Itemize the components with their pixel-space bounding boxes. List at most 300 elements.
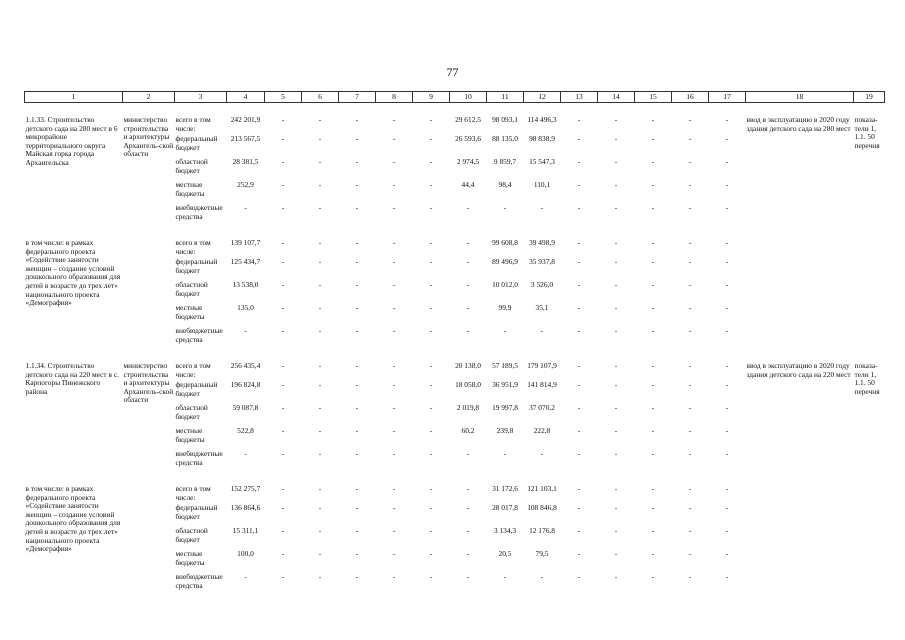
year-value-col-14: -	[614, 303, 618, 312]
year-value-col-16: -	[688, 549, 692, 558]
year-value-col-13: -	[577, 403, 581, 412]
year-value-col-9: -	[429, 303, 433, 312]
column-number-17: 17	[709, 92, 746, 103]
year-value-col-6: -	[318, 134, 322, 143]
funding-source: внебюджетные средства	[175, 326, 223, 344]
year-value-col-15: -	[651, 180, 655, 189]
year-value-col-16: -	[688, 361, 692, 370]
year-value-col-9: -	[429, 361, 433, 370]
year-value-col-14: -	[614, 238, 618, 247]
year-value-col-15: -	[651, 303, 655, 312]
year-value-col-6: -	[318, 426, 322, 435]
year-value-col-17: -	[725, 484, 729, 493]
year-value-col-10: -	[466, 503, 470, 512]
funding-source: областной бюджет	[175, 157, 208, 175]
year-value-col-5: -	[281, 326, 285, 335]
year-value-col-15: -	[651, 503, 655, 512]
year-value-col-11: 31 172,6	[492, 484, 518, 493]
year-value-col-14: -	[614, 449, 618, 458]
year-value-col-13: -	[577, 134, 581, 143]
funding-source: всего в том числе:	[175, 484, 211, 502]
total-amount: -	[244, 203, 247, 212]
year-value-col-8: -	[392, 380, 396, 389]
year-value-col-17: -	[725, 380, 729, 389]
expected-result	[746, 485, 854, 595]
column-number-7: 7	[339, 92, 376, 103]
year-value-col-10: 44,4	[461, 180, 475, 189]
year-value-col-9: -	[429, 526, 433, 535]
year-value-col-13: -	[577, 303, 581, 312]
activity-description: в том числе: в рамках федерального проекта «Содействие занятости женщин – создание условий дошкольного образования для детей в возрасте до трех лет» национального проекта «Демография»	[25, 484, 121, 554]
column-number-18: 18	[746, 92, 854, 103]
year-value-col-8: -	[392, 526, 396, 535]
year-value-col-6: -	[318, 238, 322, 247]
year-value-col-9: -	[429, 180, 433, 189]
year-value-col-17: -	[725, 157, 729, 166]
column-number-header	[25, 92, 885, 103]
total-amount: 256 435,4	[230, 361, 261, 370]
column-number-16: 16	[672, 92, 709, 103]
year-value-col-5: -	[281, 134, 285, 143]
year-value-col-5: -	[281, 115, 285, 124]
expected-result	[746, 239, 854, 349]
funding-source: областной бюджет	[175, 403, 208, 421]
year-value-col-7: -	[355, 549, 359, 558]
year-value-col-16: -	[688, 326, 692, 335]
year-value-col-12: 79,5	[535, 549, 549, 558]
funding-source: внебюджетные средства	[175, 449, 223, 467]
year-value-col-11: 88 135,0	[492, 134, 518, 143]
year-value-col-6: -	[318, 572, 322, 581]
year-value-col-7: -	[355, 484, 359, 493]
year-value-col-16: -	[688, 280, 692, 289]
year-value-col-5: -	[281, 303, 285, 312]
funding-source: областной бюджет	[175, 280, 208, 298]
funding-source: федеральный бюджет	[175, 134, 218, 152]
total-amount: 59 087,8	[232, 403, 259, 412]
activity-description: 1.1.33. Строительство детского сада на 280 мест в 6 микрорайоне территориального округа Майская горка города Архангельска	[25, 115, 118, 167]
year-value-col-10: 20 138,0	[455, 361, 481, 370]
year-value-col-13: -	[577, 257, 581, 266]
year-value-col-5: -	[281, 380, 285, 389]
total-amount: 139 107,7	[230, 238, 261, 247]
funding-source: федеральный бюджет	[175, 257, 218, 275]
year-value-col-12: 98 838,9	[529, 134, 555, 143]
year-value-col-11: 98,4	[498, 180, 512, 189]
year-value-col-14: -	[614, 257, 618, 266]
year-value-col-15: -	[651, 549, 655, 558]
year-value-col-7: -	[355, 303, 359, 312]
year-value-col-11: 3 134,3	[493, 526, 517, 535]
block-spacer	[25, 472, 885, 485]
year-value-col-17: -	[725, 115, 729, 124]
responsible-executor	[123, 239, 175, 349]
year-value-col-8: -	[392, 403, 396, 412]
year-value-col-5: -	[281, 484, 285, 493]
year-value-col-10: 26 593,6	[455, 134, 481, 143]
year-value-col-8: -	[392, 503, 396, 512]
year-value-col-10: -	[466, 303, 470, 312]
year-value-col-11: 99,9	[498, 303, 512, 312]
year-value-col-9: -	[429, 380, 433, 389]
total-amount: -	[244, 572, 247, 581]
page-number: 77	[446, 65, 459, 79]
table-row	[25, 239, 885, 258]
year-value-col-9: -	[429, 203, 433, 212]
year-value-col-9: -	[429, 257, 433, 266]
year-value-col-9: -	[429, 503, 433, 512]
year-value-col-11: 89 496,9	[492, 257, 518, 266]
year-value-col-7: -	[355, 526, 359, 535]
year-value-col-10: 60,2	[461, 426, 475, 435]
total-amount: 152 275,7	[230, 484, 261, 493]
year-value-col-8: -	[392, 303, 396, 312]
year-value-col-8: -	[392, 549, 396, 558]
year-value-col-17: -	[725, 549, 729, 558]
year-value-col-6: -	[318, 303, 322, 312]
year-value-col-8: -	[392, 203, 396, 212]
year-value-col-7: -	[355, 238, 359, 247]
responsible-executor	[123, 485, 175, 595]
year-value-col-13: -	[577, 503, 581, 512]
year-value-col-8: -	[392, 449, 396, 458]
year-value-col-8: -	[392, 180, 396, 189]
table-row	[25, 362, 885, 381]
column-number-8: 8	[376, 92, 413, 103]
year-value-col-13: -	[577, 203, 581, 212]
year-value-col-17: -	[725, 403, 729, 412]
year-value-col-16: -	[688, 134, 692, 143]
year-value-col-6: -	[318, 326, 322, 335]
total-amount: -	[244, 326, 247, 335]
year-value-col-11: 20,5	[498, 549, 512, 558]
year-value-col-5: -	[281, 238, 285, 247]
year-value-col-9: -	[429, 572, 433, 581]
year-value-col-11: 99 608,8	[492, 238, 518, 247]
year-value-col-12: 3 526,0	[530, 280, 554, 289]
year-value-col-8: -	[392, 484, 396, 493]
year-value-col-15: -	[651, 526, 655, 535]
year-value-col-17: -	[725, 526, 729, 535]
year-value-col-12: 222,8	[533, 426, 551, 435]
year-value-col-14: -	[614, 361, 618, 370]
year-value-col-15: -	[651, 115, 655, 124]
year-value-col-16: -	[688, 503, 692, 512]
year-value-col-13: -	[577, 484, 581, 493]
year-value-col-7: -	[355, 426, 359, 435]
year-value-col-10: -	[466, 449, 470, 458]
year-value-col-10: -	[466, 326, 470, 335]
funding-source: федеральный бюджет	[175, 380, 218, 398]
year-value-col-12: 35,1	[535, 303, 549, 312]
year-value-col-12: -	[540, 572, 544, 581]
year-value-col-17: -	[725, 134, 729, 143]
funding-source: всего в том числе:	[175, 115, 211, 133]
year-value-col-7: -	[355, 361, 359, 370]
year-value-col-8: -	[392, 257, 396, 266]
year-value-col-6: -	[318, 115, 322, 124]
year-value-col-14: -	[614, 115, 618, 124]
year-value-col-5: -	[281, 572, 285, 581]
year-value-col-6: -	[318, 280, 322, 289]
year-value-col-11: 9 859,7	[493, 157, 517, 166]
year-value-col-13: -	[577, 157, 581, 166]
year-value-col-14: -	[614, 280, 618, 289]
year-value-col-16: -	[688, 203, 692, 212]
year-value-col-17: -	[725, 572, 729, 581]
year-value-col-6: -	[318, 180, 322, 189]
year-value-col-6: -	[318, 361, 322, 370]
year-value-col-8: -	[392, 115, 396, 124]
year-value-col-11: 19 997,8	[492, 403, 518, 412]
block-spacer	[25, 226, 885, 239]
target-indicator: показа-тели 1, 1.1. 50 перечня	[854, 115, 880, 150]
year-value-col-10: -	[466, 257, 470, 266]
year-value-col-12: 141 814,9	[527, 380, 557, 389]
year-value-col-14: -	[614, 380, 618, 389]
year-value-col-9: -	[429, 238, 433, 247]
year-value-col-7: -	[355, 503, 359, 512]
year-value-col-13: -	[577, 361, 581, 370]
year-value-col-13: -	[577, 426, 581, 435]
year-value-col-12: 39 498,9	[529, 238, 555, 247]
year-value-col-9: -	[429, 403, 433, 412]
year-value-col-8: -	[392, 361, 396, 370]
year-value-col-14: -	[614, 157, 618, 166]
year-value-col-9: -	[429, 426, 433, 435]
year-value-col-5: -	[281, 503, 285, 512]
column-number-3: 3	[175, 92, 227, 103]
year-value-col-17: -	[725, 361, 729, 370]
year-value-col-7: -	[355, 157, 359, 166]
year-value-col-5: -	[281, 257, 285, 266]
column-number-6: 6	[302, 92, 339, 103]
year-value-col-9: -	[429, 484, 433, 493]
responsible-executor: министерство строительства и архитектуры Архангель-ской области	[123, 115, 174, 159]
target-indicator	[854, 239, 885, 349]
year-value-col-11: -	[503, 203, 507, 212]
year-value-col-5: -	[281, 526, 285, 535]
year-value-col-17: -	[725, 303, 729, 312]
year-value-col-10: -	[466, 280, 470, 289]
year-value-col-6: -	[318, 484, 322, 493]
year-value-col-6: -	[318, 449, 322, 458]
year-value-col-7: -	[355, 257, 359, 266]
year-value-col-15: -	[651, 449, 655, 458]
year-value-col-10: 2 019,8	[456, 403, 480, 412]
year-value-col-5: -	[281, 361, 285, 370]
year-value-col-7: -	[355, 449, 359, 458]
table-row	[25, 485, 885, 504]
year-value-col-16: -	[688, 303, 692, 312]
year-value-col-13: -	[577, 449, 581, 458]
year-value-col-5: -	[281, 449, 285, 458]
year-value-col-8: -	[392, 157, 396, 166]
column-number-9: 9	[413, 92, 450, 103]
year-value-col-15: -	[651, 157, 655, 166]
year-value-col-8: -	[392, 280, 396, 289]
year-value-col-7: -	[355, 134, 359, 143]
year-value-col-15: -	[651, 484, 655, 493]
year-value-col-6: -	[318, 157, 322, 166]
year-value-col-14: -	[614, 572, 618, 581]
total-amount: 135,0	[237, 303, 254, 312]
column-number-15: 15	[635, 92, 672, 103]
year-value-col-11: 239,8	[496, 426, 514, 435]
column-number-10: 10	[450, 92, 487, 103]
column-number-14: 14	[598, 92, 635, 103]
year-value-col-9: -	[429, 134, 433, 143]
year-value-col-9: -	[429, 449, 433, 458]
year-value-col-16: -	[688, 257, 692, 266]
year-value-col-14: -	[614, 203, 618, 212]
year-value-col-17: -	[725, 203, 729, 212]
total-amount: 136 864,6	[230, 503, 261, 512]
year-value-col-12: 121 103,1	[527, 484, 557, 493]
year-value-col-15: -	[651, 134, 655, 143]
year-value-col-12: 37 070,2	[529, 403, 555, 412]
year-value-col-13: -	[577, 572, 581, 581]
year-value-col-11: 28 017,8	[492, 503, 518, 512]
column-number-1: 1	[25, 92, 123, 103]
total-amount: 252,9	[237, 180, 254, 189]
year-value-col-10: 2 974,5	[456, 157, 480, 166]
table-row	[25, 116, 885, 135]
funding-source: всего в том числе:	[175, 238, 211, 256]
total-amount: -	[244, 449, 247, 458]
year-value-col-14: -	[614, 326, 618, 335]
total-amount: 125 434,7	[230, 257, 261, 266]
year-value-col-16: -	[688, 426, 692, 435]
year-value-col-10: -	[466, 526, 470, 535]
year-value-col-17: -	[725, 257, 729, 266]
year-value-col-12: -	[540, 203, 544, 212]
year-value-col-6: -	[318, 380, 322, 389]
total-amount: 28 381,5	[232, 157, 259, 166]
total-amount: 242 201,9	[230, 115, 261, 124]
year-value-col-14: -	[614, 503, 618, 512]
funding-source: внебюджетные средства	[175, 572, 223, 590]
year-value-col-7: -	[355, 403, 359, 412]
year-value-col-8: -	[392, 134, 396, 143]
year-value-col-11: -	[503, 572, 507, 581]
year-value-col-10: -	[466, 238, 470, 247]
year-value-col-13: -	[577, 326, 581, 335]
total-amount: 100,0	[237, 549, 254, 558]
year-value-col-12: -	[540, 326, 544, 335]
year-value-col-16: -	[688, 115, 692, 124]
column-number-11: 11	[487, 92, 524, 103]
year-value-col-15: -	[651, 257, 655, 266]
year-value-col-11: 57 189,5	[492, 361, 518, 370]
year-value-col-11: -	[503, 449, 507, 458]
total-amount: 213 567,5	[230, 134, 261, 143]
total-amount: 196 824,8	[230, 380, 261, 389]
year-value-col-7: -	[355, 326, 359, 335]
activity-description: 1.1.34. Строительство детского сада на 220 мест в с. Карпогоры Пинежского района	[25, 361, 119, 396]
year-value-col-15: -	[651, 572, 655, 581]
year-value-col-10: -	[466, 549, 470, 558]
year-value-col-7: -	[355, 380, 359, 389]
year-value-col-15: -	[651, 426, 655, 435]
year-value-col-14: -	[614, 134, 618, 143]
year-value-col-16: -	[688, 157, 692, 166]
year-value-col-7: -	[355, 115, 359, 124]
year-value-col-6: -	[318, 526, 322, 535]
funding-source: областной бюджет	[175, 526, 208, 544]
year-value-col-15: -	[651, 238, 655, 247]
total-amount: 522,8	[237, 426, 254, 435]
activity-description: в том числе: в рамках федерального проекта «Содействие занятости женщин – создание условий дошкольного образования для детей в возрасте до трех лет» национального проекта «Демография»	[25, 238, 121, 308]
year-value-col-16: -	[688, 449, 692, 458]
year-value-col-14: -	[614, 549, 618, 558]
year-value-col-17: -	[725, 180, 729, 189]
year-value-col-5: -	[281, 157, 285, 166]
year-value-col-17: -	[725, 238, 729, 247]
year-value-col-10: -	[466, 484, 470, 493]
year-value-col-13: -	[577, 238, 581, 247]
target-indicator	[854, 485, 885, 595]
year-value-col-12: 179 107,9	[527, 361, 557, 370]
year-value-col-16: -	[688, 380, 692, 389]
year-value-col-10: 18 058,0	[455, 380, 481, 389]
total-amount: 15 311,1	[232, 526, 259, 535]
funding-source: федеральный бюджет	[175, 503, 218, 521]
expected-result: ввод в эксплуатацию в 2020 году здания детского сада на 280 мест	[746, 115, 851, 133]
budget-table	[24, 91, 885, 595]
year-value-col-7: -	[355, 203, 359, 212]
year-value-col-15: -	[651, 403, 655, 412]
year-value-col-8: -	[392, 326, 396, 335]
funding-source: внебюджетные средства	[175, 203, 223, 221]
year-value-col-7: -	[355, 572, 359, 581]
year-value-col-9: -	[429, 549, 433, 558]
year-value-col-10: 29 612,5	[455, 115, 481, 124]
year-value-col-5: -	[281, 403, 285, 412]
funding-source: местные бюджеты	[175, 180, 205, 198]
year-value-col-10: -	[466, 203, 470, 212]
year-value-col-14: -	[614, 526, 618, 535]
year-value-col-10: -	[466, 572, 470, 581]
column-number-13: 13	[561, 92, 598, 103]
funding-source: местные бюджеты	[175, 426, 205, 444]
year-value-col-5: -	[281, 203, 285, 212]
year-value-col-12: 12 176,8	[529, 526, 555, 535]
year-value-col-12: 35 937,8	[529, 257, 555, 266]
year-value-col-17: -	[725, 503, 729, 512]
year-value-col-14: -	[614, 403, 618, 412]
year-value-col-8: -	[392, 572, 396, 581]
year-value-col-14: -	[614, 484, 618, 493]
year-value-col-13: -	[577, 280, 581, 289]
year-value-col-6: -	[318, 503, 322, 512]
year-value-col-8: -	[392, 426, 396, 435]
year-value-col-12: 108 846,8	[527, 503, 557, 512]
year-value-col-15: -	[651, 326, 655, 335]
year-value-col-17: -	[725, 326, 729, 335]
year-value-col-17: -	[725, 280, 729, 289]
column-number-12: 12	[524, 92, 561, 103]
year-value-col-15: -	[651, 361, 655, 370]
year-value-col-16: -	[688, 180, 692, 189]
year-value-col-9: -	[429, 326, 433, 335]
column-number-5: 5	[265, 92, 302, 103]
year-value-col-11: 36 951,9	[492, 380, 518, 389]
column-number-2: 2	[123, 92, 175, 103]
year-value-col-16: -	[688, 526, 692, 535]
year-value-col-17: -	[725, 426, 729, 435]
year-value-col-16: -	[688, 484, 692, 493]
